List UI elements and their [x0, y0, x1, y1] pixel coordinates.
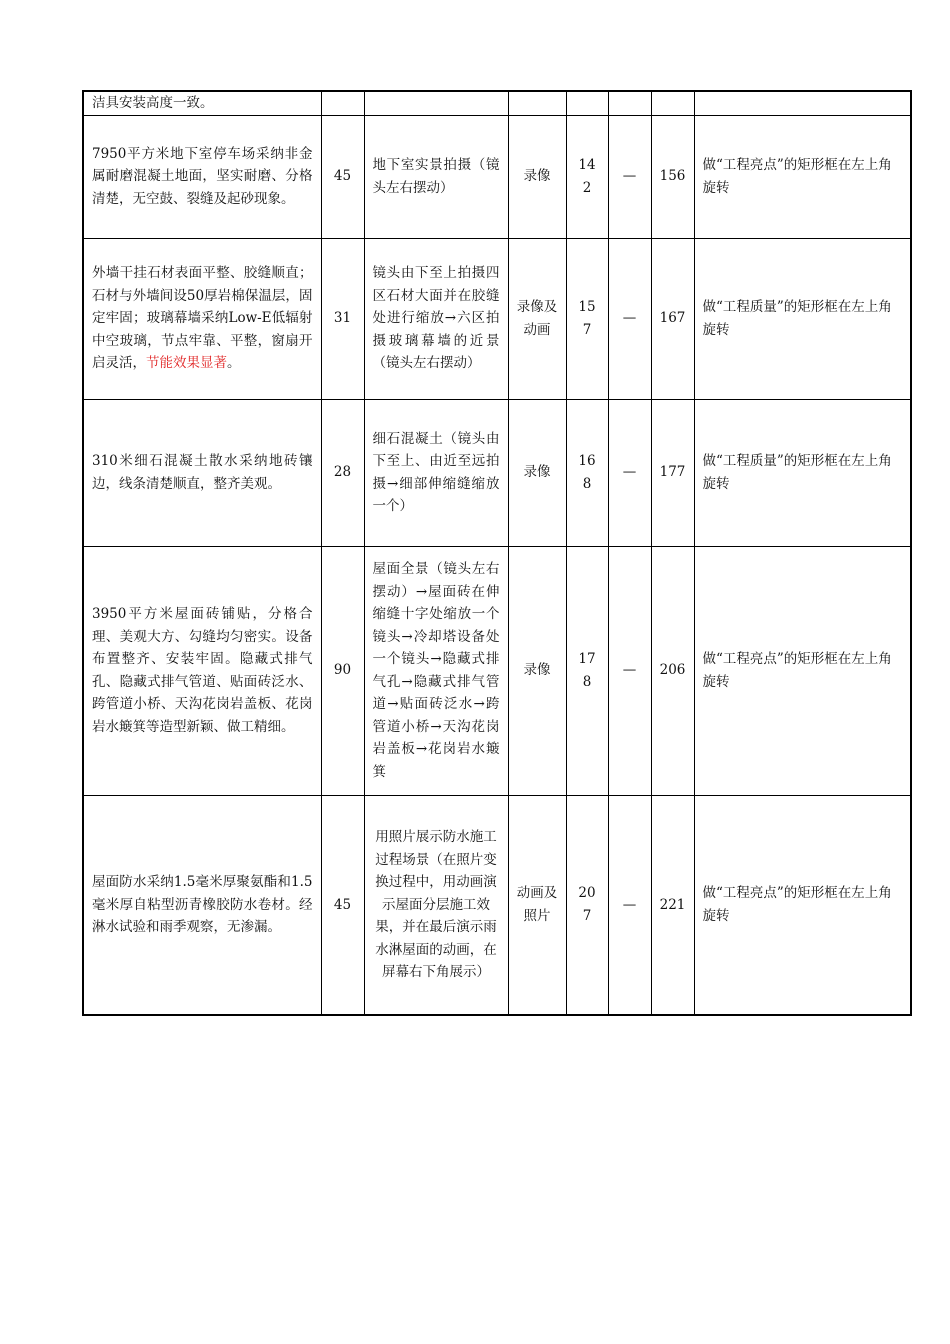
shot-cell: 地下室实景拍摄（镜头左右摆动） [364, 115, 508, 238]
end-cell: 206 [651, 546, 694, 795]
media-type-cell: 录像 [508, 399, 566, 546]
highlighted-text: 节能效果显著 [146, 355, 227, 372]
duration-cell: 28 [321, 399, 364, 546]
dash-cell [608, 91, 651, 115]
table-row [83, 238, 911, 399]
table-row [83, 115, 911, 238]
description-cell: 310米细石混凝土散水采纳地砖镶边，线条清楚顺直，整齐美观。 [83, 399, 321, 546]
shot-cell: 细石混凝土（镜头由下至上、由近至远拍摄→细部伸缩缝缩放一个） [364, 399, 508, 546]
schedule-table [82, 90, 912, 1016]
description-text: 外墙干挂石材表面平整、胶缝顺直；石材与外墙间设50厚岩棉保温层，固定牢固；玻璃幕墙采纳Low-E低辐射中空玻璃，节点牢靠、平整，窗扇开启灵活， [92, 265, 313, 372]
description-cell [83, 238, 321, 399]
note-cell: 做“工程质量”的矩形框在左上角旋转 [694, 399, 911, 546]
note-cell: 做“工程质量”的矩形框在左上角旋转 [694, 238, 911, 399]
start-cell: 142 [566, 115, 608, 238]
end-cell [651, 91, 694, 115]
duration-cell: 45 [321, 115, 364, 238]
dash-cell: — [608, 546, 651, 795]
duration-cell: 31 [321, 238, 364, 399]
end-cell: 221 [651, 795, 694, 1015]
note-cell: 做“工程亮点”的矩形框在左上角旋转 [694, 115, 911, 238]
dash-cell: — [608, 399, 651, 546]
end-cell: 177 [651, 399, 694, 546]
duration-cell: 90 [321, 546, 364, 795]
duration-cell [321, 91, 364, 115]
description-cell: 洁具安装高度一致。 [83, 91, 321, 115]
table-row [83, 399, 911, 546]
table-row [83, 91, 911, 115]
media-type-cell [508, 91, 566, 115]
end-cell: 156 [651, 115, 694, 238]
description-cell: 3950平方米屋面砖铺贴，分格合理、美观大方、勾缝均匀密实。设备布置整齐、安装牢固。隐藏式排气孔、隐藏式排气管道、贴面砖泛水、跨管道小桥、天沟花岗岩盖板、花岗岩水簸箕等造型新颖、做工精细。 [83, 546, 321, 795]
dash-cell: — [608, 795, 651, 1015]
shot-cell [364, 91, 508, 115]
media-type-cell: 动画及照片 [508, 795, 566, 1015]
start-cell: 207 [566, 795, 608, 1015]
table-row [83, 795, 911, 1015]
start-cell: 178 [566, 546, 608, 795]
media-type-cell: 录像 [508, 546, 566, 795]
shot-cell: 屋面全景（镜头左右摆动）→屋面砖在伸缩缝十字处缩放一个镜头→冷却塔设备处一个镜头→隐藏式排气孔→隐藏式排气管道→贴面砖泛水→跨管道小桥→天沟花岗岩盖板→花岗岩水簸箕 [364, 546, 508, 795]
media-type-cell: 录像 [508, 115, 566, 238]
duration-cell: 45 [321, 795, 364, 1015]
shot-cell: 用照片展示防水施工过程场景（在照片变换过程中，用动画演示屋面分层施工效果，并在最后演示雨水淋屋面的动画，在屏幕右下角展示） [364, 795, 508, 1015]
note-cell: 做“工程亮点”的矩形框在左上角旋转 [694, 795, 911, 1015]
description-cell: 屋面防水采纳1.5毫米厚聚氨酯和1.5毫米厚自粘型沥青橡胶防水卷材。经淋水试验和雨季观察，无渗漏。 [83, 795, 321, 1015]
end-cell: 167 [651, 238, 694, 399]
description-tail: 。 [227, 355, 241, 372]
start-cell: 168 [566, 399, 608, 546]
media-type-cell: 录像及动画 [508, 238, 566, 399]
note-cell: 做“工程亮点”的矩形框在左上角旋转 [694, 546, 911, 795]
start-cell [566, 91, 608, 115]
note-cell [694, 91, 911, 115]
table-row [83, 546, 911, 795]
dash-cell: — [608, 115, 651, 238]
shot-cell: 镜头由下至上拍摄四区石材大面并在胶缝处进行缩放→六区拍摄玻璃幕墙的近景（镜头左右摆动） [364, 238, 508, 399]
description-cell: 7950平方米地下室停车场采纳非金属耐磨混凝土地面，坚实耐磨、分格清楚，无空鼓、裂缝及起砂现象。 [83, 115, 321, 238]
dash-cell: — [608, 238, 651, 399]
start-cell: 157 [566, 238, 608, 399]
